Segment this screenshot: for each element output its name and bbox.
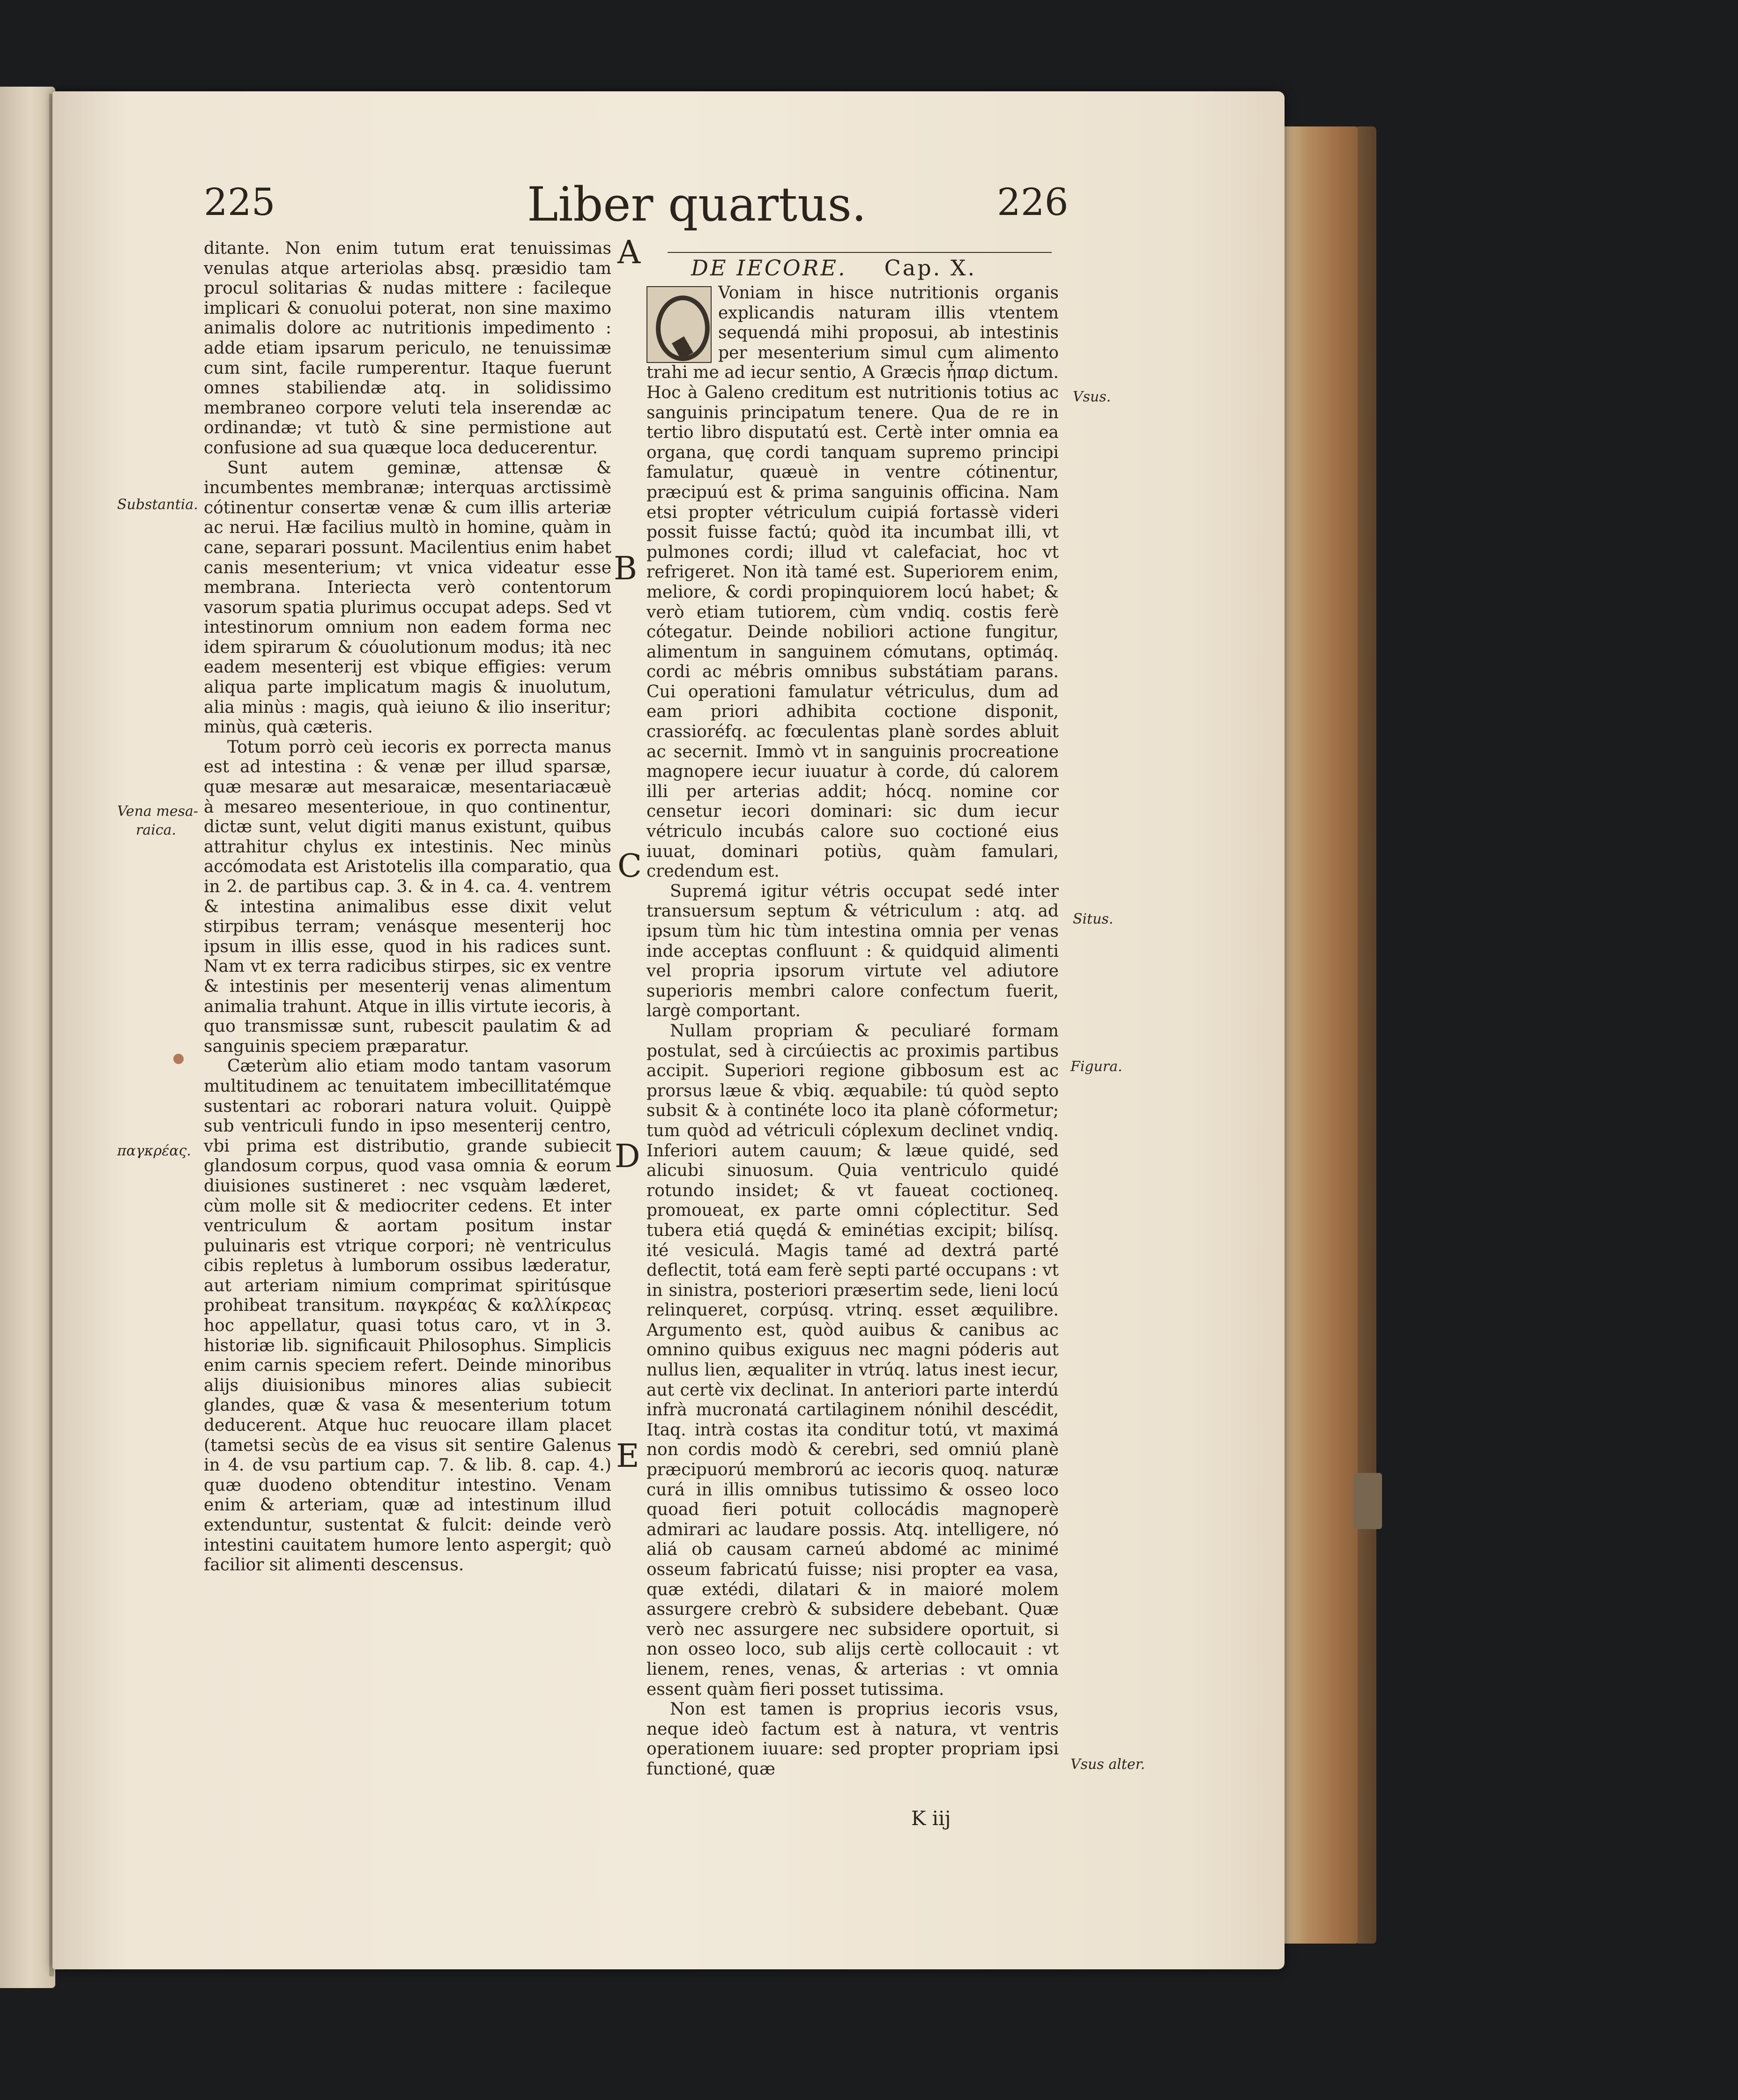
paragraph: Totum porrò ceù iecoris ex porrecta manus est ad intestina : & venæ per illud sparsæ, quæ mesaræ aut mesaraicæ, mesentariacæuè à mesareo mesenterioue, in quo continentur, dictæ sunt, velut digiti manus existunt, quibus attrahitur chylus ex intestinis. Nec minùs accómodata est Aristotelis illa comparatio, qua in 2. de partibus cap. 3. & in 4. ca. 4. ventrem & intestina animalibus esse dixit velut stirpibus terram; venásque mesenterij hoc ipsum in illis esse, quod in his radices sunt. Nam vt ex terra radicibus stirpes, sic ex ventre & intestinis per mesenterij venas alimentum animalia trahunt. Atque in illis virtute iecoris, à quo transmissæ sunt, rubescit paulatim & ad sanguinis speciem præparatur. bbox=[204, 737, 611, 1056]
paragraph: Sunt autem geminæ, attensæ & incumbentes membranæ; interquas arctissimè cótinentur consertæ venæ & cum illis arteriæ ac nerui. Hæ facilius multò in homine, quàm in cane, separari possunt. Macilentius enim habet canis mesenterium; vt vnica videatur esse membrana. Interiecta verò contentorum vasorum spatia plurimus occupat adeps. Sed vt intestinorum omnium non eadem forma nec idem spirarum & cóuolutionum modus; ità nec eadem mesenterij est vbique effigies: verum aliqua parte implicatum magis & inuolutum, alia minùs : magis, quà ieiuno & ilio inseritur; minùs, quà cæteris. bbox=[204, 458, 611, 737]
margin-note: Vsus. bbox=[1073, 389, 1111, 405]
section-letter: C bbox=[617, 848, 642, 885]
book-fore-edge bbox=[1285, 126, 1359, 1944]
section-letter: B bbox=[614, 550, 637, 587]
ink-spot bbox=[173, 1054, 184, 1064]
margin-note: Substantia. bbox=[117, 496, 198, 513]
margin-note: raica. bbox=[136, 822, 177, 838]
left-text-column bbox=[204, 239, 611, 1575]
chapter-title: DE IECORE. bbox=[691, 255, 847, 281]
chapter-heading bbox=[691, 255, 976, 281]
paragraph: Nullam propriam & peculiaré formam postulat, sed à circúiectis ac proximis partibus accipit. Superiori regione gibbosum est ac prorsus læue & vbiq. æquabile: tú quòd septo subsit & à continéte loco ita planè cóformetur; tum quòd ad vétriculi cóplexum declinet vndiq. Inferiori autem cauum; & læue quidé, sed alicubi sinuosum. Quia ventriculo quidé rotundo insidet; & vt faueat coctioneq. promoueat, ex parte omni cóplectitur. Sed tubera etiá quędá & eminétias excipit; bilísq. ité vesiculá. Magis tamé ad dextrá parté deflectit, totá eam ferè septi parté occupans : vt in sinistra, posteriori præsertim sede, lieni locú relinqueret, corpúsq. vtrinq. esset æquilibre. Argumento est, quòd auibus & canibus ac omnino quibus exiguus nec magni póderis aut nullus lien, æqualiter in vtrúq. latus inest iecur, aut certè vix declinat. In anteriori parte interdú infrà mucronatá cartilaginem nónihil descédit, Itaq. intrà costas ita conditur totú, vt maximá non cordis modò & cerebri, sed omniú planè præcipuorú membrorú ac iecoris quoq. naturæ curá in illis omnibus tutissimo & osseo loco quoad fieri potuit collocádis magnoperè admirari ac laudare possis. Atq. intelligere, nó aliá ob causam carneú abdomé ac minimé osseum fabricatú fuisse; nisi propter ea vasa, quæ extédi, dilatari & in maioré molem assurgere crebrò & subsidere debebant. Quæ verò nec assurgere nec subsidere oportuit, si non osseo loco, sub alijs certè collocauit : vt lienem, renes, venas, & arterias : vt omnia essent quàm fieri posset tutissima. bbox=[646, 1021, 1059, 1699]
left-page-edge bbox=[0, 87, 55, 1988]
margin-note: παγκρέας. bbox=[117, 1143, 191, 1159]
chapter-rule bbox=[668, 252, 1052, 253]
margin-note: Vsus alter. bbox=[1070, 1756, 1145, 1773]
book-clasp bbox=[1354, 1473, 1382, 1529]
right-page-number: 226 bbox=[997, 180, 1069, 224]
paragraph: Cæterùm alio etiam modo tantam vasorum multitudinem ac tenuitatem imbecillitatémque sustentari ac roborari natura voluit. Quippè sub ventriculi fundo in ipso mesenterij centro, vbi prima est distributio, grande subiecit glandosum corpus, quod vasa omnia & eorum diuisiones sustineret : nec vsquàm læderet, cùm molle sit & mediocriter cedens. Et inter ventriculum & aortam positum instar puluinaris est vtrique corpori; nè ventriculus cibis repletus à lumborum ossibus læderatur, aut arteriam nimium comprimat spiritúsque prohibeat transitum. παγκρέας & καλλίκρεας hoc appellatur, quasi totus caro, vt in 3. historiæ lib. significauit Philosophus. Simplicis enim carnis speciem refert. Deinde minoribus alijs diuisionibus minores alias subiecit glandes, quæ & vasa & mesenterium totum deducerent. Atque huc reuocare illam placet (tametsi secùs de ea visus sit sentire Galenus in 4. de vsu partium cap. 7. & lib. 8. cap. 4.) quæ duodeno obtenditur intestino. Venam enim & arteriam, quæ ad intestinum illud extenduntur, sustentat & fulcit: deinde verò intestini cauitatem humore lento aspergit; quò facilior sit alimenti descensus. bbox=[204, 1057, 611, 1575]
running-title: Liber quartus. bbox=[527, 177, 867, 232]
chapter-number: Cap. X. bbox=[884, 255, 977, 281]
section-letter: D bbox=[615, 1138, 640, 1175]
paragraph: ditante. Non enim tutum erat tenuissimas venulas atque arteriolas absq. præsidio tam procul solitarias & nudas mittere : facileque implicari & conuolui poterat, non sine maximo animalis dolore ac nutritionis impedimento : adde etiam ipsarum periculo, ne tenuissimæ cum sint, facile rumperentur. Itaque fuerunt omnes stabiliendæ atq. in solidissimo membraneo corpore veluti tela inserendæ ac ordinandæ; vt tutò & sine permistione aut confusione ad sua quæque loca deducerentur. bbox=[204, 239, 611, 458]
paragraph: Non est tamen is proprius iecoris vsus, neque ideò factum est à natura, vt ventris operationem iuuare: sed propter propriam ipsi functioné, quæ bbox=[646, 1700, 1059, 1779]
margin-note: Vena mesa- bbox=[117, 803, 199, 820]
ornamental-initial bbox=[646, 286, 712, 363]
paragraph: Supremá igitur vétris occupat sedé inter transuersum septum & vétriculum : atq. ad ipsum tùm hic tùm intestina omnia per venas inde acceptas confluunt : & quidquid alimenti vel propria ipsorum virtute vel adiutore superioris membri calore confectum fuerit, largè comportant. bbox=[646, 881, 1059, 1021]
left-page-number: 225 bbox=[204, 180, 275, 224]
section-letter: E bbox=[616, 1438, 639, 1475]
right-text-column bbox=[646, 283, 1059, 1780]
signature-mark: K iij bbox=[911, 1807, 951, 1830]
margin-note: Figura. bbox=[1070, 1058, 1122, 1075]
paragraph: Voniam in hisce nutritionis organis explicandis naturam illis vtentem sequendá mihi proposui, ab intestinis per mesenterium simul cum alimento trahi me ad iecur sentio, A Græcis ἧπαρ dictum. Hoc à Galeno creditum est nutritionis totius ac sanguinis principatum tenere. Qua de re in tertio libro disputatú est. Certè inter omnia ea organa, quę cordi tanquam supremo principi famulatur, quæuè in ventre cótinentur, præcipuú est & prima sanguinis officina. Nam etsi propter vétriculum cuipiá fortassè videri possit fuisse factú; quòd ita incumbat illi, vt pulmones cordi; illud vt calefaciat, hoc vt refrigeret. Non ità tamé est. Superiorem enim, meliore, & cordi propinquiorem locú habet; & verò etiam tutiorem, cùm vndiq. costis ferè cótegatur. Deinde nobiliori actione fungitur, alimentum in sanguinem cómutans, optimáq. cordi ac mébris omnibus substátiam parans. Cui operationi famulatur vétriculus, dum ad eam priori adhibita coctione disponit, crassioréfq. ac fœculentas planè sordes abluit ac secernit. Immò vt in sanguinis procreatione magnopere iecur iuuatur à corde, dú calorem illi per arterias addit; hócq. nomine cor censetur iecori dominari: sic dum iecur vétriculo incubás calore suo coctioné eius iuuat, dominari potiùs, quàm famulari, credendum est. bbox=[646, 283, 1059, 881]
section-letter: A bbox=[617, 234, 641, 271]
margin-note: Situs. bbox=[1073, 911, 1114, 927]
